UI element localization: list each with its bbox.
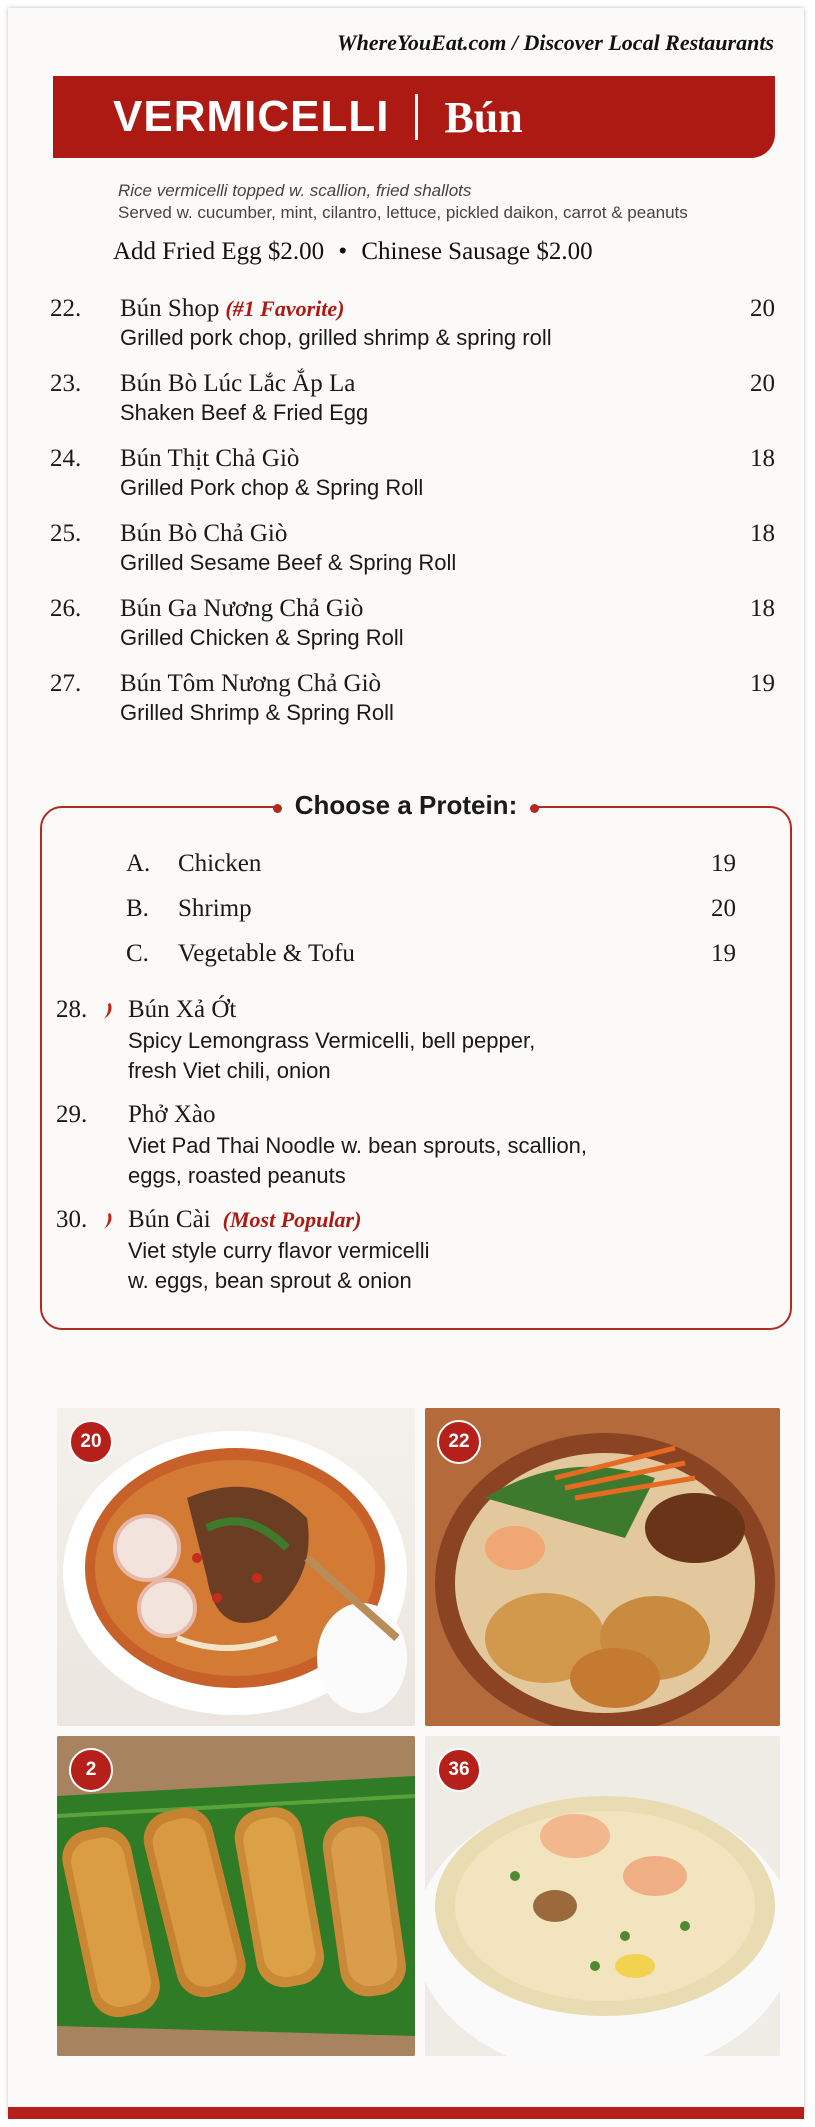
photo-noodle-soup: [57, 1408, 415, 1726]
item-price: 18: [750, 445, 775, 472]
noodle-soup-image: [57, 1408, 415, 1726]
item-name-text: Bún Cài: [128, 1206, 211, 1233]
item-name: Bún Bò Chả Giò: [120, 520, 288, 547]
item-description-line: fresh Viet chili, onion: [128, 1058, 331, 1083]
photo-badge: 22: [437, 1420, 481, 1464]
item-price: 18: [750, 520, 775, 547]
item-price: 18: [750, 595, 775, 622]
option-name: Vegetable & Tofu: [178, 940, 355, 967]
item-description-line: Viet style curry flavor vermicelli: [128, 1238, 430, 1263]
item-description-line: Spicy Lemongrass Vermicelli, bell pepper,: [128, 1028, 536, 1053]
item-name: [128, 1206, 361, 1234]
photo-spring-rolls: [57, 1736, 415, 2056]
description-line-1: Rice vermicelli topped w. scallion, fried shallots: [118, 181, 472, 200]
item-number: 26.: [50, 595, 82, 622]
item-number: 27.: [50, 670, 82, 697]
item-name: Bún Bò Lúc Lắc Ắp La: [120, 370, 356, 397]
chili-icon: [102, 1002, 114, 1020]
footer-bar: [8, 2107, 804, 2119]
item-number: 29.: [56, 1101, 88, 1128]
option-price: 19: [711, 940, 736, 967]
item-description: [128, 1131, 587, 1191]
description-line-2: Served w. cucumber, mint, cilantro, lettuce, pickled daikon, carrot & peanuts: [118, 203, 688, 222]
option-price: 20: [711, 895, 736, 922]
photo-badge: 20: [69, 1420, 113, 1464]
item-name: [120, 295, 345, 323]
item-description: [128, 1236, 430, 1296]
option-letter: A.: [126, 850, 151, 877]
item-description: Grilled Shrimp & Spring Roll: [120, 700, 394, 725]
title-bullet-left: [273, 804, 282, 813]
item-description: Grilled Sesame Beef & Spring Roll: [120, 550, 457, 575]
section-title-vi: Bún: [444, 92, 523, 142]
item-description: Grilled Chicken & Spring Roll: [120, 625, 404, 650]
addons-line: [113, 238, 593, 266]
addon-egg: Add Fried Egg $2.00: [113, 238, 325, 265]
clay-pot-rice-image: [425, 1408, 780, 1726]
protein-title-text: Choose a Protein:: [294, 790, 518, 820]
title-divider: [415, 94, 418, 140]
option-letter: B.: [126, 895, 149, 922]
item-number: 22.: [50, 295, 82, 322]
item-name: Bún Ga Nương Chả Giò: [120, 595, 364, 622]
section-title-en: VERMICELLI: [113, 92, 390, 141]
item-number: 24.: [50, 445, 82, 472]
photo-fried-rice: [425, 1736, 780, 2056]
item-name: Bún Thịt Chả Giò: [120, 445, 300, 472]
item-description: Shaken Beef & Fried Egg: [120, 400, 369, 425]
addon-bullet: •: [338, 238, 348, 265]
title-bullet-right: [530, 804, 539, 813]
menu-page: [8, 8, 804, 2116]
item-description: [128, 1026, 535, 1086]
item-description-line: w. eggs, bean sprout & onion: [128, 1268, 412, 1293]
option-letter: C.: [126, 940, 149, 967]
spring-rolls-image: [57, 1736, 415, 2056]
fried-rice-image: [425, 1736, 780, 2056]
item-number: 23.: [50, 370, 82, 397]
item-number: 25.: [50, 520, 82, 547]
item-name-text: Bún Shop: [120, 295, 220, 322]
item-description: Grilled pork chop, grilled shrimp & spring roll: [120, 325, 552, 350]
section-banner: [53, 76, 775, 158]
photo-clay-pot-rice: [425, 1408, 780, 1726]
chili-icon: [102, 1212, 114, 1230]
addon-sausage: Chinese Sausage $2.00: [361, 238, 593, 265]
item-price: 20: [750, 370, 775, 397]
item-note: (Most Popular): [222, 1207, 362, 1232]
item-number: 28.: [56, 996, 88, 1023]
option-name: Shrimp: [178, 895, 252, 922]
site-watermark: WhereYouEat.com / Discover Local Restaurants: [337, 30, 774, 55]
item-description: Grilled Pork chop & Spring Roll: [120, 475, 424, 500]
item-note: (#1 Favorite): [225, 296, 345, 321]
item-name: Phở Xào: [128, 1101, 216, 1128]
item-description-line: Viet Pad Thai Noodle w. bean sprouts, scallion,: [128, 1133, 588, 1158]
item-price: 19: [750, 670, 775, 697]
item-name: Bún Xả Ớt: [128, 996, 237, 1023]
item-price: 20: [750, 295, 775, 322]
item-description-line: eggs, roasted peanuts: [128, 1163, 346, 1188]
item-name: Bún Tôm Nương Chả Giò: [120, 670, 382, 697]
section-description: [118, 180, 688, 224]
protein-box-title: [8, 790, 804, 821]
option-price: 19: [711, 850, 736, 877]
photo-badge: 36: [437, 1748, 481, 1792]
photo-badge: 2: [69, 1748, 113, 1792]
option-name: Chicken: [178, 850, 262, 877]
item-number: 30.: [56, 1206, 88, 1233]
